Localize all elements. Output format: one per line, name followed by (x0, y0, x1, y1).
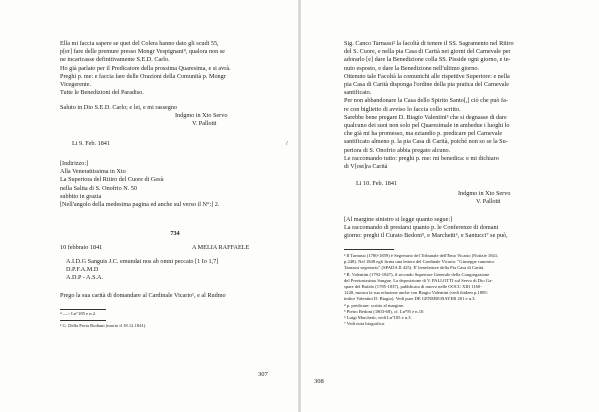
right-signature-name: V. Pallotti (476, 198, 501, 205)
text-line: che già mi ha promesso, ma eziandio p. predicare pel Carnevale (344, 130, 503, 138)
footnote-line: del Preziosissimo Sangue. La deposizione di V. PALLOTTI sul Servo di Dio Ga- (344, 277, 493, 283)
address-line: [Indirizzo:] (60, 160, 89, 167)
footnote-line: ⁴ p. predicare: scritto al margine. (344, 302, 405, 308)
text-line: re con biglietto di avviso lo faccia collo scritto. (344, 105, 461, 113)
text-line: Sig. Canco Tarnassi² la facoltà di tenere il SS. Sagramento nel Ritiro (344, 40, 514, 47)
footnote-line: ⁷ Vedi nota biografica. (344, 321, 386, 327)
text-line: Ella mi faccia sapere se quei del Colera hanno dato gli scudi 55, (60, 40, 219, 47)
text-line: periora di S. Onofrio abbia pregato alcuno. (344, 146, 451, 154)
left-closing: Saluto in Dio S.E.D. Carlo; e lei, e mi rassegno (60, 104, 178, 111)
address-line: Alla Venerattissima in Xto (60, 168, 126, 176)
right-page-number: 308 (314, 378, 324, 385)
left-date-mark: / (286, 140, 288, 147)
text-line: santificato. (344, 89, 372, 97)
text-line: p[er] fare delle premure presso Mongr Vespignani⁴, qualora non se (60, 48, 225, 56)
footnote-rule (60, 309, 106, 310)
text-line: santificato almeno p. la pia Casa di Carità, poiché non so se la Su- (344, 138, 508, 146)
margin-line: giorno: preghi il Curato Bedoni⁵, e Marchetti⁶, e Santucci⁷ se può, (344, 232, 508, 240)
left-letter-date: Li 9. Feb. 1841 (72, 140, 110, 147)
letter-number: 734 (170, 230, 180, 237)
text-line: di V[ost]ra Carità (344, 163, 388, 171)
margin-line: [Al margine sinistro si legge quanto segue:] (344, 216, 453, 223)
text-line: ne incaricasse definitivamente S.E.D. Carlo. (60, 56, 170, 64)
left-top-paragraph (60, 40, 231, 97)
text-line: Le raccomando tutto: preghi p. me: mi benedica: e mi dichiaro (344, 154, 499, 162)
text-line: Sarebbe bene pregare D. Biagio Valentini³ che si degnasse di dare (344, 113, 507, 121)
footnote-line: ⁵ Pietro Bedoni (1803-68), cf. Lnº95 e n.10. (344, 308, 425, 314)
text-line: Preghi p. me: e faccia fare delle Orazioni della Comunità p. Mongr (60, 72, 226, 80)
footnote-line: 1228, mostra la sua relazione anche con Biagio Valentini (vedi ibidem p.1885: (344, 290, 488, 296)
letter-intro (66, 258, 218, 283)
text-line: Vicegerente. (60, 81, 92, 89)
address-line: subbito in grazia (60, 192, 102, 200)
footnote: ¹ G. Della Porta Rodiani (morto il 18.12.1841). (60, 323, 147, 328)
footnote-line: ³ B. Valentini (1792-1847), il secondo Superiore Generale della Congregazione (344, 271, 490, 277)
right-letter-date: Li 10. Feb. 1841 (356, 180, 398, 187)
letter-start-text: Prego la sua carità di domandare al Cardinale Vicario¹, e al Rudmo (60, 292, 226, 299)
footnote-line: spare del Bufalo (1785-1837), pubblicata di nuovo nelle OOCC XIII 1160- (344, 284, 482, 290)
footnote-line: indice Valentini D. Biagio). Vedi pure DE GENERE/BAYER 201 e n.3. (344, 296, 476, 302)
text-line: nuto esposto, e dare la Benedizione nell'ultimo giorno. (344, 64, 479, 72)
text-line: del S. Cuore, e nella pia Casa di Carità nei giorni del Carnevale per (344, 48, 511, 56)
footnote-line: p.248). Nel 1848 egli firma una lettera del Cardinale Vicario: "Giuseppe canonico (344, 259, 495, 265)
text-line: Tutte le Benedizioni del Paradiso. (60, 89, 144, 97)
text-line: pia Casa di Carità disponga l'ordine della pia pratica del Carnevale (344, 81, 510, 89)
footnote-line: ² Il Tarnassi (1780-1859) è Segretario del Tribunale dell'Emo Vicario (Notizie 1841, (344, 253, 499, 258)
right-page (300, 0, 599, 412)
letter-date-heading: 10 febbraio 1841 (60, 244, 103, 251)
text-line: Ho già parlato per il Predicatore della prossima Quaresima, e si avrà. (60, 64, 231, 72)
right-margin-note (344, 216, 508, 241)
footnote-line: Tarnassi segretario" (SPADA II 425). E' benefattore della Pia Casa di Carità. (344, 265, 485, 271)
right-main-paragraph (344, 40, 514, 171)
intro-line: A.D.P - A.S.A. (66, 274, 104, 282)
letter-recipient: A MELIA RAFFAELE (192, 244, 250, 251)
text-line: Per non abbandonare la Casa dello Spirito Santo[,] ciò che può fa- (344, 97, 508, 105)
left-page (0, 0, 299, 412)
intro-line: A.I.D.G Sanguis J.C. emundat nos ab omni peccato [1 Io 1,7] (66, 258, 219, 265)
left-signature-title: Indgmo in Xto Servo (175, 112, 228, 119)
margin-line: La raccomando di prestarsi quanto p. le Conferenze di domani (344, 224, 499, 232)
address-line: nella Salita di S. Onofrio N. 50 (60, 184, 137, 192)
right-footnotes (344, 253, 498, 327)
footnote-ref: ⁴ —> Ln°185 e n.2. (60, 311, 97, 316)
text-line: Ottenuto tale Facoltà la comunichi alle rispettive Superiore: e nella (344, 72, 510, 80)
footnote-line: ⁶ Luigi Marchetti, vedi Lnº105 e n.3. (344, 315, 412, 321)
intro-line: D.P.F.A.M.D (66, 266, 99, 274)
left-signature-name: V. Pallotti (192, 120, 217, 127)
address-line: La Superiora del Ritiro del Cuore di Gesù (60, 176, 164, 184)
text-line: adorarlo [e] dare la Benedizione colla SS. Pisside ogni giorno, e te- (344, 56, 511, 64)
footnote-rule (344, 249, 394, 250)
footnote-rule (60, 320, 106, 321)
right-signature-title: Indgmo in Xto Servo (458, 190, 511, 197)
address-line: [Nell'angolo della medesima pagina ed anche sul verso il N°:] 2. (60, 201, 220, 209)
left-address-block (60, 160, 219, 209)
left-page-number: 307 (258, 371, 268, 378)
text-line: qualcuno dei suoi non solo pel Quaresimale in ambedue i luoghi lo (344, 122, 510, 130)
